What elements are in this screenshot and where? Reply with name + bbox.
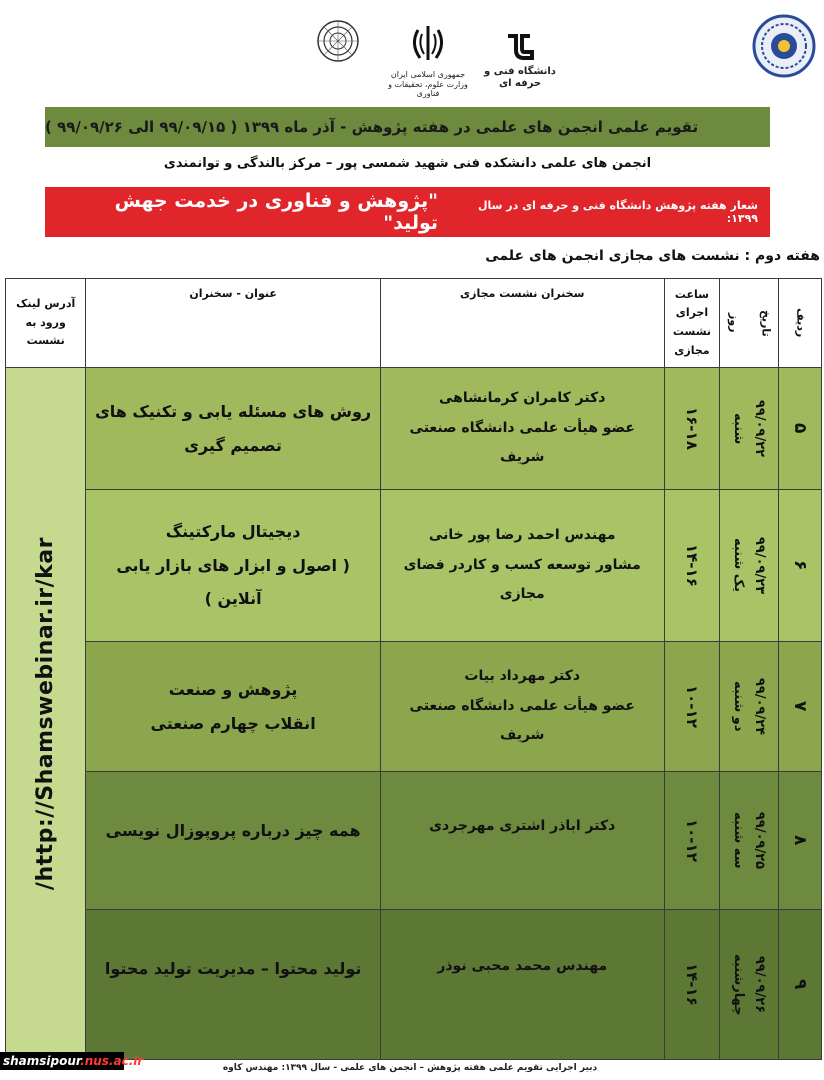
subtitle: انجمن های علمی دانشکده فنی شهید شمسی پور – مرکز بالندگی و توانمندی xyxy=(163,156,652,171)
date-cell xyxy=(720,772,779,910)
header-day: روز xyxy=(727,313,741,333)
topic-line-1: دیجیتال مارکتینگ xyxy=(165,522,301,542)
table-row xyxy=(6,910,822,1060)
speaker-name: دکتر اباذر اشتری مهرجردی xyxy=(429,818,616,834)
speaker-cell xyxy=(380,772,664,910)
logo-center xyxy=(388,22,468,102)
link-cell[interactable] xyxy=(6,368,86,1060)
row-number-cell: ۷ xyxy=(779,642,822,772)
tvu-logo-icon xyxy=(502,32,538,62)
speaker-cell xyxy=(380,642,664,772)
topic-line-2: تصمیم گیری xyxy=(184,435,282,455)
header-date: تاریخ xyxy=(759,309,773,337)
faculty-emblem-icon xyxy=(315,18,361,64)
logo-faculty xyxy=(312,18,364,98)
date-text: ۹۹/۰۹/۲۳ xyxy=(752,536,768,595)
day-text: دو شنبه xyxy=(731,681,747,732)
speaker-name: مهندس محمد محبی نوذر xyxy=(437,958,608,974)
date-text: ۹۹/۰۹/۲۵ xyxy=(752,811,768,870)
day-text: شنبه xyxy=(731,412,747,445)
webinar-link[interactable]: http://Shamswebinar.ir/kar/ xyxy=(33,536,59,891)
footer-text: دبیر اجرایی تقویم علمی هفته پژوهش – انجمن های علمی - سال ۱۳۹۹: مهندس کاوه xyxy=(222,1063,598,1073)
logo-center-label-2: وزارت علوم، تحقیقات و فناوری xyxy=(388,79,468,99)
date-cell xyxy=(720,642,779,772)
row-number-cell: ۸ xyxy=(779,772,822,910)
time-cell: ۱۴-۱۶ xyxy=(664,910,720,1060)
table-row xyxy=(6,368,822,490)
header-date-day xyxy=(720,279,779,368)
row-number-cell: ۶ xyxy=(779,490,822,642)
topic-line-2: ( اصول و ابزار های بازار یابی آنلاین ) xyxy=(116,555,350,609)
title-bar xyxy=(45,107,770,147)
logo-right xyxy=(752,14,816,78)
time-cell: ۱۶-۱۸ xyxy=(664,368,720,490)
topic-cell xyxy=(86,368,380,490)
date-text: ۹۹/۰۹/۲۲ xyxy=(752,399,768,458)
speaker-cell xyxy=(380,910,664,1060)
topic-line-1: پژوهش و صنعت xyxy=(168,679,298,699)
schedule-table xyxy=(5,278,822,1060)
header-row-number: ردیف xyxy=(779,279,822,368)
week-label: هفته دوم : نشست های مجازی انجمن های علمی xyxy=(485,248,820,264)
table-row xyxy=(6,772,822,910)
speaker-name: دکتر کامران کرمانشاهی xyxy=(439,390,606,407)
day-text: یک شنبه xyxy=(731,538,747,593)
date-text: ۹۹/۰۹/۲۶ xyxy=(752,955,768,1014)
date-cell xyxy=(720,910,779,1060)
date-text: ۹۹/۰۹/۲۴ xyxy=(752,677,768,736)
slogan-prefix: شعار هفته پژوهش دانشگاه فنی و حرفه ای در سال ۱۳۹۹: xyxy=(477,199,758,225)
university-seal-icon xyxy=(752,14,816,78)
header-link: آدرس لینک ورود به نشست xyxy=(6,279,86,368)
topic-cell xyxy=(86,642,380,772)
day-text: چهارشنبه xyxy=(731,953,747,1016)
logo-left-label: دانشگاه فنی و حرفه ای xyxy=(484,66,556,89)
logo-left xyxy=(480,32,560,92)
watermark-main: shamsipour xyxy=(3,1054,81,1068)
topic-cell xyxy=(86,772,380,910)
topic-cell xyxy=(86,910,380,1060)
day-text: سه شنبه xyxy=(731,812,747,869)
table-row xyxy=(6,642,822,772)
topic-line-1: همه چیز درباره پروپوزال نویسی xyxy=(105,821,361,840)
speaker-cell xyxy=(380,490,664,642)
time-cell: ۱۰-۱۲ xyxy=(664,772,720,910)
speaker-affiliation: عضو هیأت علمی دانشگاه صنعتی شریف xyxy=(409,419,635,466)
speaker-affiliation: مشاور توسعه کسب و کاردر فضای xyxy=(403,556,641,573)
speaker-affiliation: عضو هیأت علمی دانشگاه صنعتی شریف xyxy=(409,697,635,744)
date-cell xyxy=(720,368,779,490)
header-topic: عنوان - سخنران xyxy=(86,279,380,368)
page-title: تقویم علمی انجمن های علمی در هفته پژوهش - آذر ماه ۱۳۹۹ ( ۹۹/۰۹/۱۵ الی ۹۹/۰۹/۲۶ ) xyxy=(45,118,699,136)
logo-center-label-1: جمهوری اسلامی ایران xyxy=(390,70,466,79)
row-number-cell: ۹ xyxy=(779,910,822,1060)
time-cell: ۱۰-۱۲ xyxy=(664,642,720,772)
table-header-row xyxy=(6,279,822,368)
slogan-text: "پژوهش و فناوری در خدمت جهش تولید" xyxy=(114,190,438,234)
speaker-name: مهندس احمد رضا پور خانی xyxy=(428,527,616,544)
table-row xyxy=(6,490,822,642)
row-number-cell: ۵ xyxy=(779,368,822,490)
watermark-domain: .nus.ac.ir xyxy=(80,1054,144,1068)
topic-cell xyxy=(86,490,380,642)
time-cell: ۱۴-۱۶ xyxy=(664,490,720,642)
topic-line-1: تولید محتوا – مدیریت تولید محتوا xyxy=(104,959,362,978)
iran-emblem-icon xyxy=(404,22,452,66)
date-cell xyxy=(720,490,779,642)
header-time: ساعت اجرای نشست مجازی xyxy=(664,279,720,368)
speaker-name: دکتر مهرداد بیات xyxy=(464,668,581,685)
watermark xyxy=(0,1052,144,1070)
topic-line-2: انقلاب چهارم صنعتی xyxy=(150,713,316,733)
speaker-affiliation-cont: مجازی xyxy=(499,586,545,603)
topic-line-1: روش های مسئله یابی و تکنیک های xyxy=(95,401,372,421)
slogan-bar xyxy=(45,187,770,237)
header-speaker: سخنران نشست مجازی xyxy=(380,279,664,368)
speaker-cell xyxy=(380,368,664,490)
